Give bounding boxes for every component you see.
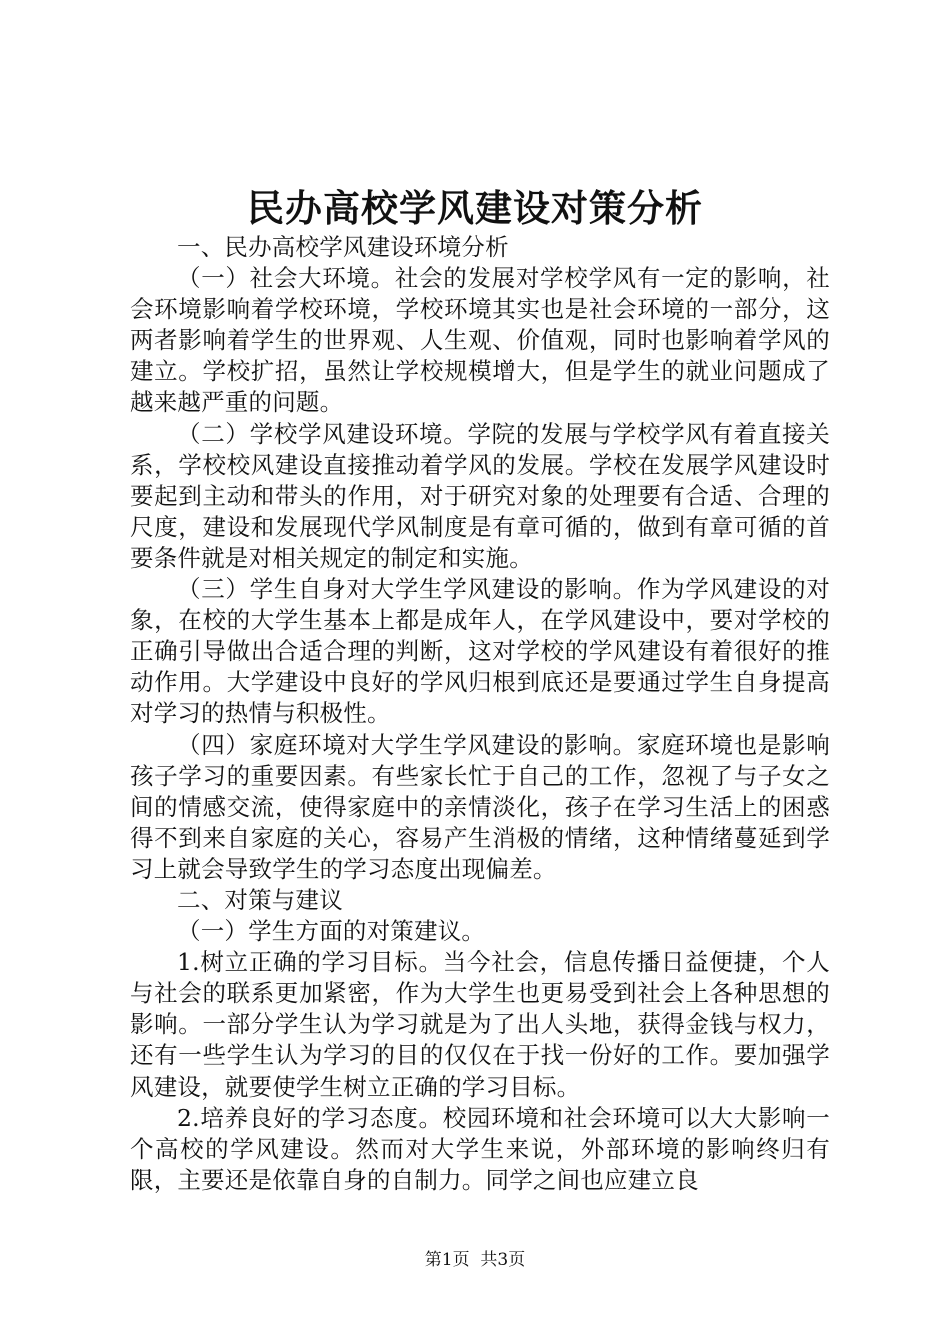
paragraph-learning-attitude: 2.培养良好的学习态度。校园环境和社会环境可以大大影响一个高校的学风建设。然而对大学生来说，外部环境的影响终归有限，主要还是依靠自身的自制力。同学之间也应建立良 xyxy=(130,1103,830,1194)
document-title: 民办高校学风建设对策分析 xyxy=(247,186,703,230)
paragraph-learning-goals: 1.树立正确的学习目标。当今社会，信息传播日益便捷，个人与社会的联系更加紧密，作为大学生也更易受到社会上各种思想的影响。一部分学生认为学习就是为了出人头地，获得金钱与权力，还有一些学生认为学习的目的仅仅在于找一份好的工作。要加强学风建设，就要使学生树立正确的学习目标。 xyxy=(130,948,830,1101)
document-body xyxy=(130,232,830,1196)
paragraph-social-environment: （一）社会大环境。社会的发展对学校学风有一定的影响，社会环境影响着学校环境，学校环境其实也是社会环境的一部分，这两者影响着学生的世界观、人生观、价值观，同时也影响着学风的建立。学校扩招，虽然让学校规模增大，但是学生的就业问题成了越来越严重的问题。 xyxy=(130,264,830,417)
paragraph-school-environment: （二）学校学风建设环境。学院的发展与学校学风有着直接关系，学校校风建设直接推动着学风的发展。学校在发展学风建设时要起到主动和带头的作用，对于研究对象的处理要有合适、合理的尺度，建设和发展现代学风制度是有章可循的，做到有章可循的首要条件就是对相关规定的制定和实施。 xyxy=(130,419,830,572)
page-total: 共3页 xyxy=(480,1250,526,1270)
section-heading-suggestions: 二、对策与建议 xyxy=(177,885,343,914)
page-number: 第1页 xyxy=(424,1250,470,1270)
subsection-heading-students: （一）学生方面的对策建议。 xyxy=(177,917,486,946)
paragraph-student-influence: （三）学生自身对大学生学风建设的影响。作为学风建设的对象，在校的大学生基本上都是成年人，在学风建设中，要对学校的正确引导做出合适合理的判断，这对学校的学风建设有着很好的推动作用。大学建设中良好的学风归根到底还是要通过学生自身提高对学习的热情与积极性。 xyxy=(130,575,830,728)
section-heading-environment: 一、民办高校学风建设环境分析 xyxy=(177,233,509,261)
page-footer xyxy=(0,1248,950,1272)
paragraph-family-environment: （四）家庭环境对大学生学风建设的影响。家庭环境也是影响孩子学习的重要因素。有些家长忙于自己的工作，忽视了与子女之间的情感交流，使得家庭中的亲情淡化，孩子在学习生活上的困惑得不到来自家庭的关心，容易产生消极的情绪，这种情绪蔓延到学习上就会导致学生的学习态度出现偏差。 xyxy=(130,730,830,883)
